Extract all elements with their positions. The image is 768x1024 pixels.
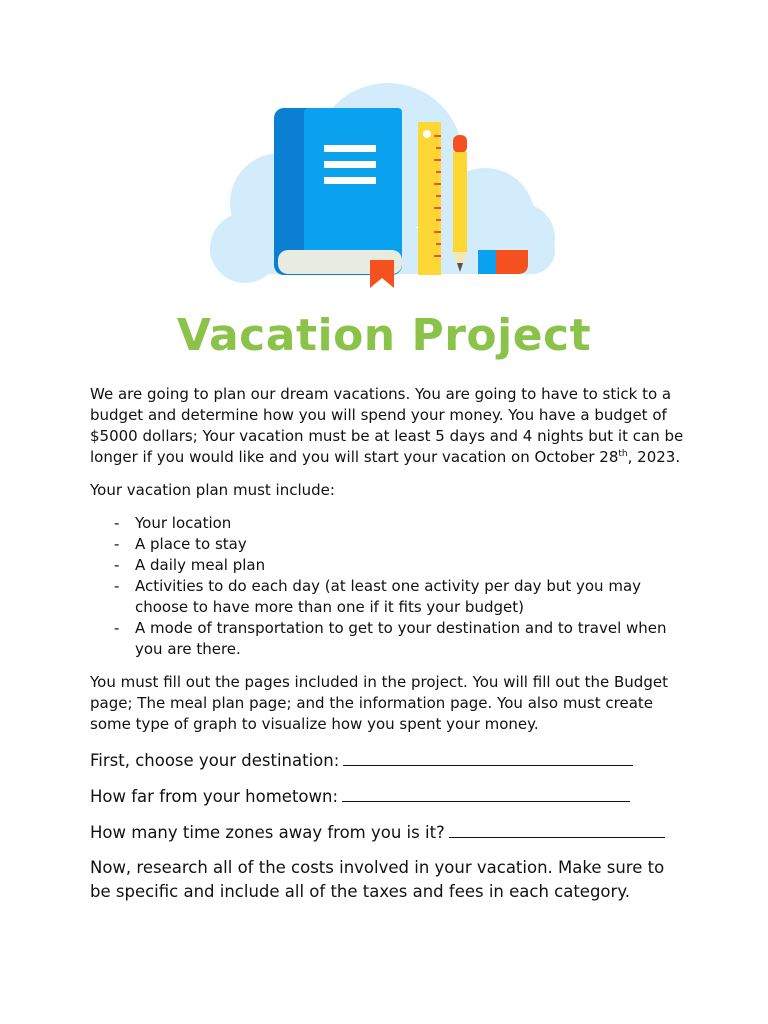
list-item: - Your location xyxy=(114,513,690,534)
bookmark-icon xyxy=(370,260,394,288)
fill-out-paragraph: You must fill out the pages included in the project. You will fill out the Budget page; The meal plan page; and the information page. You also must create some type of graph to visualize how you spent your money. xyxy=(90,673,668,733)
document-body xyxy=(90,384,690,904)
list-item: - A daily meal plan xyxy=(114,555,690,576)
research-paragraph: Now, research all of the costs involved in your vacation. Make sure to be specific and include all of the taxes and fees in each category. xyxy=(90,858,665,901)
intro-paragraph: We are going to plan our dream vacations. You are going to have to stick to a budget and determine how you will spend your money. You have a budget of $5000 dollars; Your vacation must be at least 5 days and 4 nights but it can be longer if you would like and you will start your vacation on October 28th, 2023. xyxy=(90,385,684,466)
school-supplies-illustration xyxy=(200,78,570,293)
list-item: - A place to stay xyxy=(114,534,690,555)
destination-answer-line[interactable] xyxy=(343,751,633,766)
distance-question: How far from your hometown: xyxy=(90,785,690,809)
requirements-list xyxy=(90,513,690,660)
timezones-answer-line[interactable] xyxy=(449,823,665,838)
pencil-icon xyxy=(453,135,467,272)
eraser-icon xyxy=(478,250,528,274)
page-title: Vacation Project xyxy=(176,310,592,361)
destination-question: First, choose your destination: xyxy=(90,749,690,773)
list-item: - Activities to do each day (at least one activity per day but you may choose to have more than one if it fits your budget) xyxy=(114,576,690,618)
requirements-lead: Your vacation plan must include: xyxy=(90,481,335,499)
timezones-question: How many time zones away from you is it? xyxy=(90,821,690,845)
book-icon xyxy=(274,108,402,275)
distance-answer-line[interactable] xyxy=(342,787,630,802)
list-item: - A mode of transportation to get to your destination and to travel when you are there. xyxy=(114,618,690,660)
ruler-icon xyxy=(418,122,441,275)
